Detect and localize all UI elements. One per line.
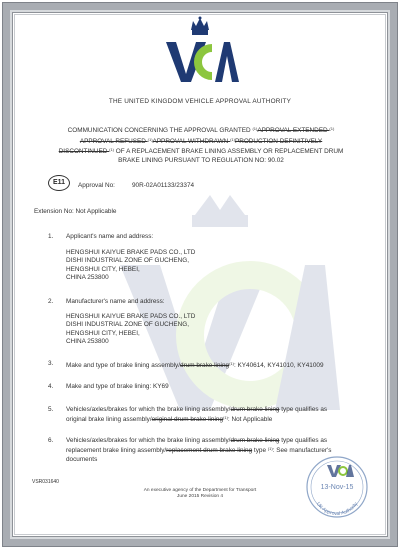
extension-number: Extension No: Not Applicable: [34, 208, 117, 215]
approval-label: Approval No:: [78, 182, 115, 189]
stamp-text: UK Approval Authority: [314, 501, 360, 518]
vca-logo: [160, 16, 240, 86]
item-3-number: 3.: [48, 360, 54, 367]
crown-icon: [191, 17, 209, 36]
item-2-number: 2.: [48, 298, 54, 305]
item-6-text: Vehicles/axles/brakes for which the brake lining assembly/drum brake lining type qualifies as replacement brake lining assembly/replacement drum brake lining type $^{(1)}$: See manufacturer's documents: [66, 437, 332, 463]
manufacturer-address: HENGSHUI KAIYUE BRAKE PADS CO., LTD DISHI INDUSTRIAL ZONE OF GUCHENG, HENGSHUI CITY, HEBEI, CHINA 253800: [66, 313, 196, 345]
applicant-address: HENGSHUI KAIYUE BRAKE PADS CO., LTD DISHI INDUSTRIAL ZONE OF GUCHENG, HENGSHUI CITY, HEBEI, CHINA 253800: [66, 249, 196, 281]
footer-text: An executive agency of the Department for Transport June 2015 Revision 4: [143, 488, 257, 499]
authority-title: THE UNITED KINGDOM VEHICLE APPROVAL AUTHORITY: [108, 98, 292, 105]
manufacturer-label: Manufacturer's name and address:: [66, 298, 165, 305]
stamp-date: 13-Nov-15: [320, 484, 354, 491]
item-5-text: Vehicles/axles/brakes for which the brake lining assembly/drum brake lining type qualifies as original brake lining assembly/original drum brake lining$^{(1)}$: Not Applicable: [66, 406, 328, 424]
item-4-text: Make and type of brake lining: KY69: [66, 383, 169, 390]
reference-code: VSR031640: [32, 479, 59, 485]
stamp-vca-icon: [327, 465, 354, 477]
approval-number: 90R-02A01133/23374: [132, 182, 195, 189]
applicant-label: Applicant's name and address:: [66, 233, 154, 240]
item-6-number: 6.: [48, 437, 54, 444]
item-1-number: 1.: [48, 233, 54, 240]
e-mark-badge: E11: [48, 175, 70, 191]
approval-stamp: [305, 455, 369, 519]
communication-heading: COMMUNICATION CONCERNING THE APPROVAL GRANTED $^{(1)}$APPROVAL EXTENDED $^{(1)}$ APPROVAL REFUSED $^{(1)}$APPROVAL WITHDRAWN $^{(1)}$PRODUCTION DEFINITIVELY DISCONTINUED $^{(1)}$ OF A REPLACEMENT BRAKE LINING ASSEMBLY OR REPLACEMENT DRUM BRAKE LINING PURSUANT TO REGULATION NO: 90.02: [58, 126, 344, 164]
item-5-number: 5.: [48, 406, 54, 413]
item-4-number: 4.: [48, 383, 54, 390]
item-3-text: Make and type of brake lining assembly/drum brake lining$^{(1)}$: KY40614, KY41010, KY41009: [66, 361, 324, 369]
